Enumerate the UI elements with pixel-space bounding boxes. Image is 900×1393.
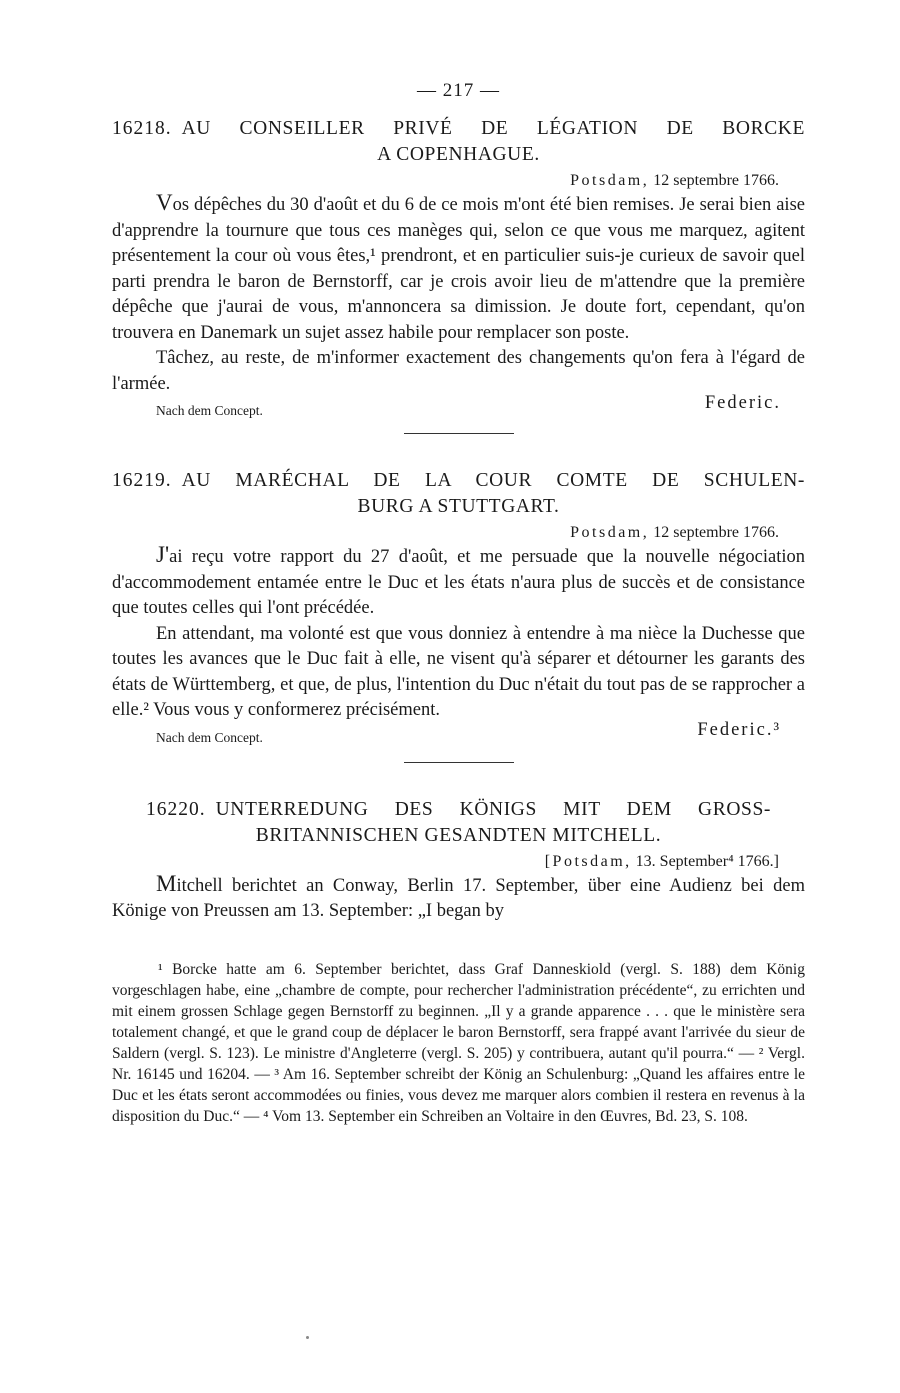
footnote-text: ¹ Borcke hatte am 6. September berichtet, dass Graf Danneskiold (vergl. S. 188) dem König vorgeschlagen habe, eine „chambre de compte, pour rechercher l'administration précédente“, zu errichten und mit einem grossen Schlage gegen Bernstorff zu beginnen. „Il y a grande apparence . . . que le ministère sera totalement changé, et que le grand coup de déplacer le baron Bernstorff, sera frappé avant l'arrivée du sieur de Saldern (vergl. S. 123). Le ministre d'Angleterre (vergl. S. 205) y contribuera, autant qu'il pourra.“ — ² Vergl. Nr. 16145 und 16204. — ³ Am 16. September schreibt der König an Schulenburg: „Quand les affaires entre le Duc et les états seront accommodées ou finies, vous devez me marquer alors combien il restera en revenus à la disposition du Duc.“ — ⁴ Vom 13. September ein Schreiben an Voltaire in den Œuvres, Bd. 23, S. 108. bbox=[112, 960, 805, 1125]
section-divider bbox=[404, 762, 514, 763]
place: Potsdam, bbox=[570, 172, 650, 189]
letter-title-line1: UNTERREDUNG DES KÖNIGS MIT DEM GROSS- bbox=[215, 798, 771, 820]
page-content bbox=[112, 80, 805, 1127]
letter-number: 16220. bbox=[146, 798, 206, 820]
letter-paragraph: J'ai reçu votre rapport du 27 d'août, et me persuade que la nouvelle négociation d'accommodement entamée entre le Duc et les états n'aura plus de succès et de consistance que toutes celles qui l'ont précédée. bbox=[112, 542, 805, 618]
letter-number: 16219. bbox=[112, 470, 172, 491]
letter-title-line2: BURG A STUTTGART. bbox=[357, 496, 560, 517]
section-divider bbox=[404, 433, 514, 434]
letter-heading bbox=[112, 116, 805, 168]
letter-paragraph: Vos dépêches du 30 d'août et du 6 de ce mois m'ont été bien remises. Je serai bien aise d'apprendre la tournure que tous ces manèges qui, selon ce que vous me marquez, agitent présentement la cour où vous êtes,¹ prendront, et en particulier suis-je curieux de savoir quel parti prendra le baron de Bernstorff, car je crois avoir lieu de m'attendre que la première dépêche que j'aurai de vous, m'annoncera sa dimission. Je doute fort, cependant, qu'on trouvera en Danemark un sujet assez habile pour remplacer son poste. bbox=[112, 190, 805, 343]
signature: Federic.³ bbox=[697, 719, 781, 740]
letter-title-line1: AU MARÉCHAL DE LA COUR COMTE DE SCHULEN- bbox=[181, 470, 805, 491]
letter-16219 bbox=[112, 468, 805, 763]
dateline bbox=[112, 853, 779, 871]
print-speck bbox=[306, 1336, 309, 1339]
letter-heading bbox=[112, 797, 805, 849]
letter-16220 bbox=[112, 797, 805, 925]
source-note: Nach dem Concept. bbox=[156, 729, 263, 745]
letter-title-line2: BRITANNISCHEN GESANDTEN MITCHELL. bbox=[255, 824, 662, 846]
letter-title-line1: AU CONSEILLER PRIVÉ DE LÉGATION DE BORCKE bbox=[181, 118, 805, 139]
letter-16218 bbox=[112, 116, 805, 434]
place: Potsdam, bbox=[570, 524, 650, 541]
letter-title-line2: A COPENHAGUE. bbox=[377, 144, 540, 165]
date: 13. September⁴ 1766.] bbox=[635, 852, 779, 870]
footnotes bbox=[112, 959, 805, 1127]
date: 12 septembre 1766. bbox=[653, 172, 779, 189]
letter-heading bbox=[112, 468, 805, 520]
dateline bbox=[112, 172, 779, 190]
date: 12 septembre 1766. bbox=[653, 524, 779, 541]
signature: Federic. bbox=[704, 393, 781, 413]
dateline bbox=[112, 524, 779, 542]
page-number: — 217 — bbox=[417, 80, 500, 101]
letter-paragraph: En attendant, ma volonté est que vous donniez à entendre à ma nièce la Duchesse que toutes les avances que le Duc fait à elle, ne visent qu'à séparer et détourner les garants des états de Württemberg, et que, de plus, l'intention du Duc n'était du tout pas de se rapprocher a elle.² Vous vous y conformerez précisément. bbox=[112, 623, 805, 720]
letter-paragraph: Tâchez, au reste, de m'informer exactement des changements qu'on fera à l'égard de l'armée. bbox=[112, 348, 805, 394]
place: [Potsdam, bbox=[544, 852, 632, 870]
source-note: Nach dem Concept. bbox=[156, 403, 263, 418]
letter-paragraph: Mitchell berichtet an Conway, Berlin 17. September, über eine Audienz bei dem Könige von Preussen am 13. September: „I began by bbox=[112, 870, 805, 921]
letter-number: 16218. bbox=[112, 118, 172, 139]
